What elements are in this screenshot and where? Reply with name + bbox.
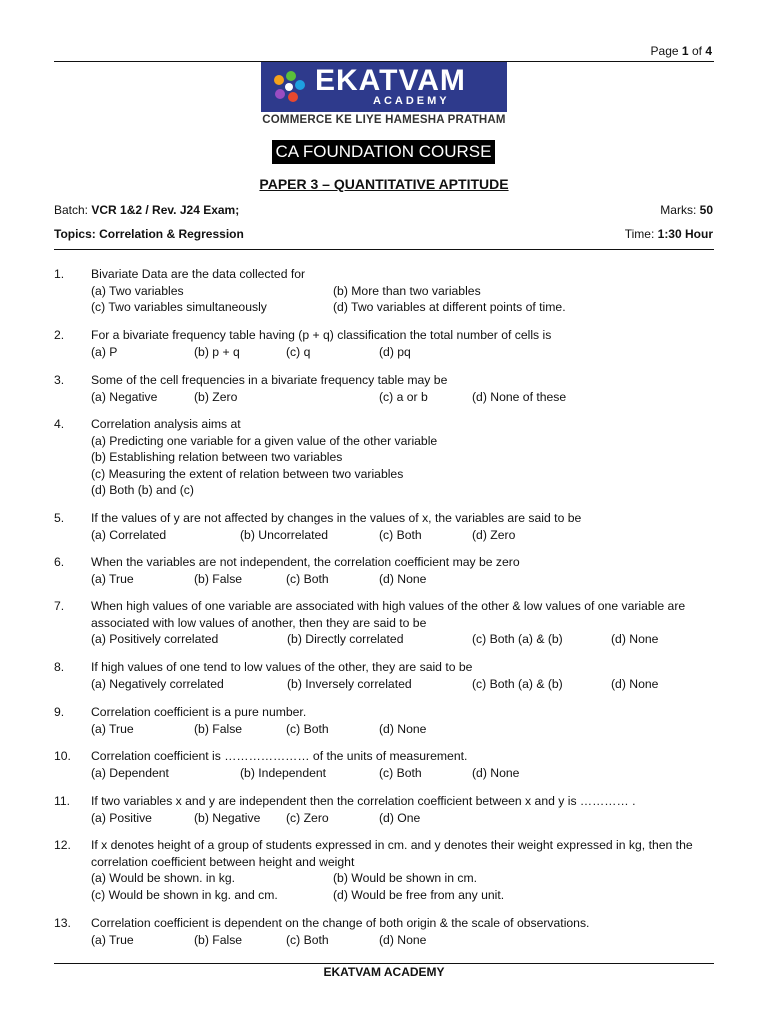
answer-option: (d) None (611, 632, 659, 646)
answer-option: (c) Zero (286, 810, 329, 825)
option-row (91, 932, 714, 949)
marks-info (660, 203, 713, 217)
logo-tagline: COMMERCE KE LIYE HAMESHA PRATHAM (262, 114, 506, 126)
option-row (91, 765, 714, 782)
question-number: 2. (54, 328, 65, 342)
answer-option: (b) False (194, 932, 243, 947)
option-row (91, 870, 714, 887)
question-text: Correlation analysis aims at (91, 417, 241, 431)
marks-label: Marks: (660, 203, 697, 217)
answer-option: (d) Two variables at different points of time. (333, 300, 566, 314)
answer-option: (a) P (91, 344, 118, 359)
answer-option: (b) Would be shown in cm. (333, 871, 478, 885)
answer-option: (d) None (611, 676, 659, 691)
answer-option: (a) True (91, 932, 134, 947)
answer-option: (a) Correlated (91, 527, 167, 542)
question-number: 13. (54, 916, 71, 930)
answer-option: (c) Both (286, 721, 329, 736)
topics-label: Topics: (54, 227, 96, 241)
question-body (91, 416, 714, 499)
answer-option: (a) Positive (91, 810, 152, 825)
time-label: Time: (624, 227, 655, 241)
answer-option: (b) False (194, 571, 243, 586)
question-number: 8. (54, 660, 65, 674)
question-body (91, 510, 714, 543)
question-text: For a bivariate frequency table having (p + q) classification the total number of cells is (91, 328, 552, 342)
answer-option: (a) True (91, 571, 134, 586)
option-row (91, 631, 714, 648)
answer-option: (a) Negatively correlated (91, 676, 224, 691)
question-number: 7. (54, 599, 65, 613)
page-number (651, 44, 712, 58)
option-row (91, 571, 714, 588)
footer-text: EKATVAM ACADEMY (323, 965, 445, 979)
answer-option: (c) q (286, 344, 311, 359)
answer-option: (a) True (91, 721, 134, 736)
answer-option: (a) Negative (91, 389, 158, 404)
question-body (91, 266, 714, 316)
question-body (91, 793, 714, 826)
logo-emblem-icon (269, 68, 309, 106)
answer-option: (a) Predicting one variable for a given value of the other variable (91, 433, 438, 448)
option-row (91, 482, 714, 499)
answer-option: (b) Uncorrelated (240, 527, 329, 542)
answer-option: (d) Both (b) and (c) (91, 483, 194, 497)
question-text: Correlation coefficient is dependent on the change of both origin & the scale of observations. (91, 916, 590, 930)
question-body (91, 915, 714, 948)
answer-option: (b) False (194, 721, 243, 736)
question-body (91, 327, 714, 360)
answer-option: (b) Inversely correlated (287, 676, 412, 691)
answer-option: (b) Zero (194, 389, 238, 404)
question-number: 6. (54, 555, 65, 569)
paper-title: PAPER 3 – QUANTITATIVE APTITUDE (259, 176, 509, 192)
topics-value: Correlation & Regression (99, 227, 244, 241)
answer-option: (c) Both (286, 571, 329, 586)
page-current: 1 (681, 44, 689, 58)
answer-option: (c) Both (a) & (b) (472, 676, 563, 691)
answer-option: (d) pq (379, 344, 411, 359)
answer-option: (d) None (379, 571, 427, 586)
question-text: Correlation coefficient is a pure number. (91, 705, 307, 719)
question-body (91, 598, 714, 648)
question-text: If x denotes height of a group of students expressed in cm. and y denotes their weight expressed in kg, then the correlation coefficient between height and weight (91, 838, 693, 869)
option-row (91, 389, 714, 406)
question-body (91, 704, 714, 737)
question-number: 9. (54, 705, 65, 719)
answer-option: (d) None of these (472, 389, 567, 404)
answer-option: (c) Would be shown in kg. and cm. (91, 887, 278, 902)
option-row (91, 721, 714, 738)
question-text: If the values of y are not affected by changes in the values of x, the variables are said to be (91, 511, 582, 525)
option-row (91, 433, 714, 450)
answer-option: (a) Would be shown. in kg. (91, 871, 236, 885)
answer-option: (d) None (472, 765, 520, 780)
answer-option: (a) Dependent (91, 765, 169, 780)
answer-option: (d) Would be free from any unit. (333, 887, 505, 902)
question-number: 11. (54, 794, 71, 808)
batch-value: VCR 1&2 / Rev. J24 Exam; (91, 203, 240, 217)
question-text: If two variables x and y are independent then the correlation coefficient between x and y is ………… . (91, 794, 636, 808)
logo (261, 62, 507, 112)
answer-option: (d) None (379, 721, 427, 736)
batch-label: Batch: (54, 203, 89, 217)
answer-option: (b) More than two variables (333, 283, 481, 298)
option-row (91, 449, 714, 466)
question-number: 3. (54, 373, 65, 387)
page-of: of (691, 44, 702, 58)
option-row (91, 283, 714, 300)
question-body (91, 372, 714, 405)
question-number: 1. (54, 267, 65, 281)
answer-option: (a) Two variables (91, 283, 184, 298)
answer-option: (c) Two variables simultaneously (91, 300, 267, 314)
answer-option: (b) Independent (240, 765, 327, 780)
question-body (91, 748, 714, 781)
marks-value: 50 (699, 203, 713, 217)
question-body (91, 837, 714, 903)
answer-option: (b) Directly correlated (287, 632, 404, 646)
answer-option: (b) Negative (194, 810, 261, 825)
question-body (91, 554, 714, 587)
answer-option: (c) Both (379, 765, 422, 780)
question-number: 5. (54, 511, 65, 525)
batch-info (54, 203, 239, 217)
answer-option: (c) a or b (379, 389, 428, 404)
answer-option: (c) Both (286, 932, 329, 947)
option-row (91, 299, 714, 316)
answer-option: (c) Both (379, 527, 422, 542)
time-value: 1:30 Hour (657, 227, 713, 241)
logo-subtitle: ACADEMY (373, 95, 450, 107)
option-row (91, 466, 714, 483)
answer-option: (d) None (379, 932, 427, 947)
answer-option: (c) Both (a) & (b) (472, 632, 563, 646)
option-row (91, 887, 714, 904)
answer-option: (b) Establishing relation between two variables (91, 450, 343, 464)
question-text: Bivariate Data are the data collected for (91, 267, 306, 281)
page-label: Page (650, 44, 679, 58)
page-total: 4 (705, 44, 712, 58)
logo-name: EKATVAM (315, 64, 466, 97)
question-text: If high values of one tend to low values of the other, they are said to be (91, 660, 473, 674)
answer-option: (b) p + q (194, 344, 240, 359)
option-row (91, 676, 714, 693)
answer-option: (d) Zero (472, 527, 516, 542)
question-number: 4. (54, 417, 65, 431)
question-text: Some of the cell frequencies in a bivariate frequency table may be (91, 373, 448, 387)
answer-option: (d) One (379, 810, 421, 825)
question-text: When the variables are not independent, the correlation coefficient may be zero (91, 555, 520, 569)
answer-option: (c) Measuring the extent of relation between two variables (91, 466, 404, 481)
meta-rule (54, 249, 714, 250)
course-title: CA FOUNDATION COURSE (272, 140, 495, 164)
topics-info (54, 227, 244, 241)
option-row (91, 527, 714, 544)
option-row (91, 810, 714, 827)
option-row (91, 344, 714, 361)
question-number: 10. (54, 749, 71, 763)
question-text: Correlation coefficient is ………………… of the units of measurement. (91, 749, 468, 763)
footer-rule (54, 963, 714, 964)
answer-option: (a) Positively correlated (91, 632, 219, 646)
question-text: When high values of one variable are associated with high values of the other & low values of one variable are associated with low values of another, then they are said to be (91, 599, 686, 630)
time-info (625, 227, 713, 241)
question-number: 12. (54, 838, 71, 852)
question-body (91, 659, 714, 692)
